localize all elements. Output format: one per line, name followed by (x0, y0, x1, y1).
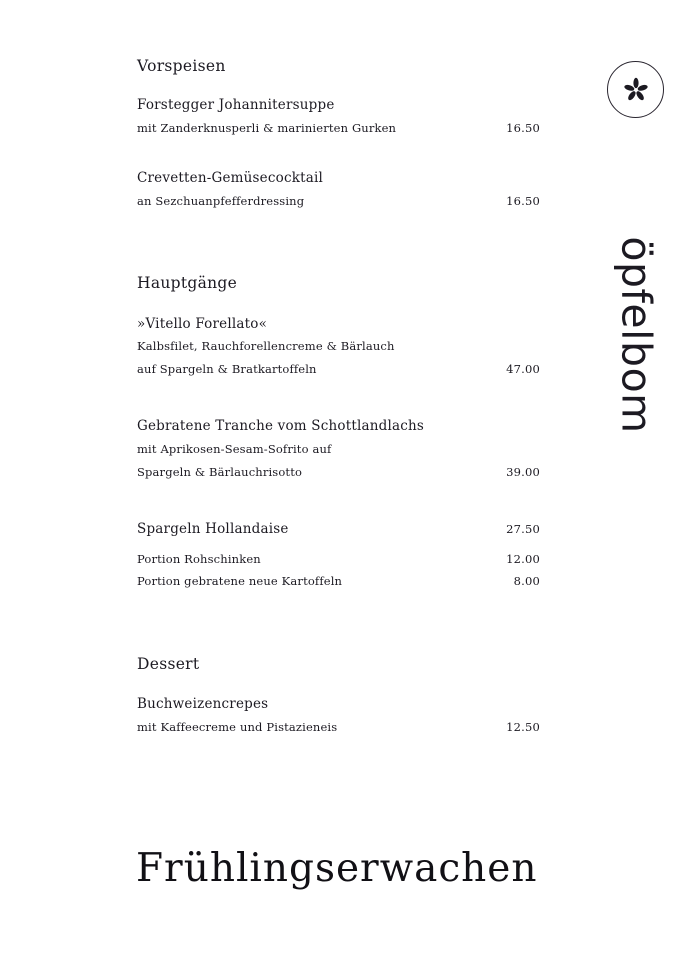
section-title-dessert: Dessert (137, 655, 200, 673)
extra-name: Portion Rohschinken (137, 552, 261, 566)
season-title: Frühlingserwachen (136, 846, 538, 891)
dish-row (137, 362, 540, 376)
dish-row (137, 316, 540, 332)
dish-name: Spargeln Hollandaise (137, 521, 289, 537)
dish-row (137, 339, 540, 353)
dish-name: »Vitello Forellato« (137, 316, 268, 332)
extra-row (137, 574, 540, 588)
extra-price: 12.00 (506, 552, 540, 566)
brand-wordmark (614, 222, 659, 447)
dish-price: 12.50 (506, 720, 540, 734)
dish-row (137, 418, 540, 434)
section-title-vorspeisen: Vorspeisen (137, 57, 226, 75)
dish-description: mit Zanderknusperli & marinierten Gurken (137, 121, 397, 135)
brand-name: öpfelbom (612, 235, 661, 434)
dish-row (137, 696, 540, 712)
dish-row (137, 194, 540, 208)
dish-row (137, 442, 540, 456)
flower-icon (621, 75, 651, 105)
dish-row (137, 121, 540, 135)
dish-description: auf Spargeln & Bratkartoffeln (137, 362, 317, 376)
dish-price: 16.50 (506, 194, 540, 208)
extra-row (137, 552, 540, 566)
dish-row (137, 521, 540, 537)
dish-row (137, 465, 540, 479)
dish-description: mit Kaffeecreme und Pistazieneis (137, 720, 338, 734)
dish-price: 16.50 (506, 121, 540, 135)
dish-name: Crevetten-Gemüsecocktail (137, 170, 324, 186)
section-title-hauptgaenge: Hauptgänge (137, 274, 238, 292)
dish-description: Kalbsfilet, Rauchforellencreme & Bärlauch (137, 339, 395, 353)
logo-circle (607, 61, 664, 118)
dish-row (137, 170, 540, 186)
dish-price: 47.00 (506, 362, 540, 376)
dish-price: 39.00 (506, 465, 540, 479)
extra-name: Portion gebratene neue Kartoffeln (137, 574, 343, 588)
dish-price: 27.50 (506, 522, 540, 536)
dish-row (137, 97, 540, 113)
extra-price: 8.00 (513, 574, 540, 588)
dish-row (137, 720, 540, 734)
dish-description: an Sezchuanpfefferdressing (137, 194, 305, 208)
dish-name: Gebratene Tranche vom Schottlandlachs (137, 418, 425, 434)
dish-name: Buchweizencrepes (137, 696, 269, 712)
dish-description: mit Aprikosen-Sesam-Sofrito auf (137, 442, 332, 456)
dish-description: Spargeln & Bärlauchrisotto (137, 465, 303, 479)
dish-name: Forstegger Johannitersuppe (137, 97, 335, 113)
